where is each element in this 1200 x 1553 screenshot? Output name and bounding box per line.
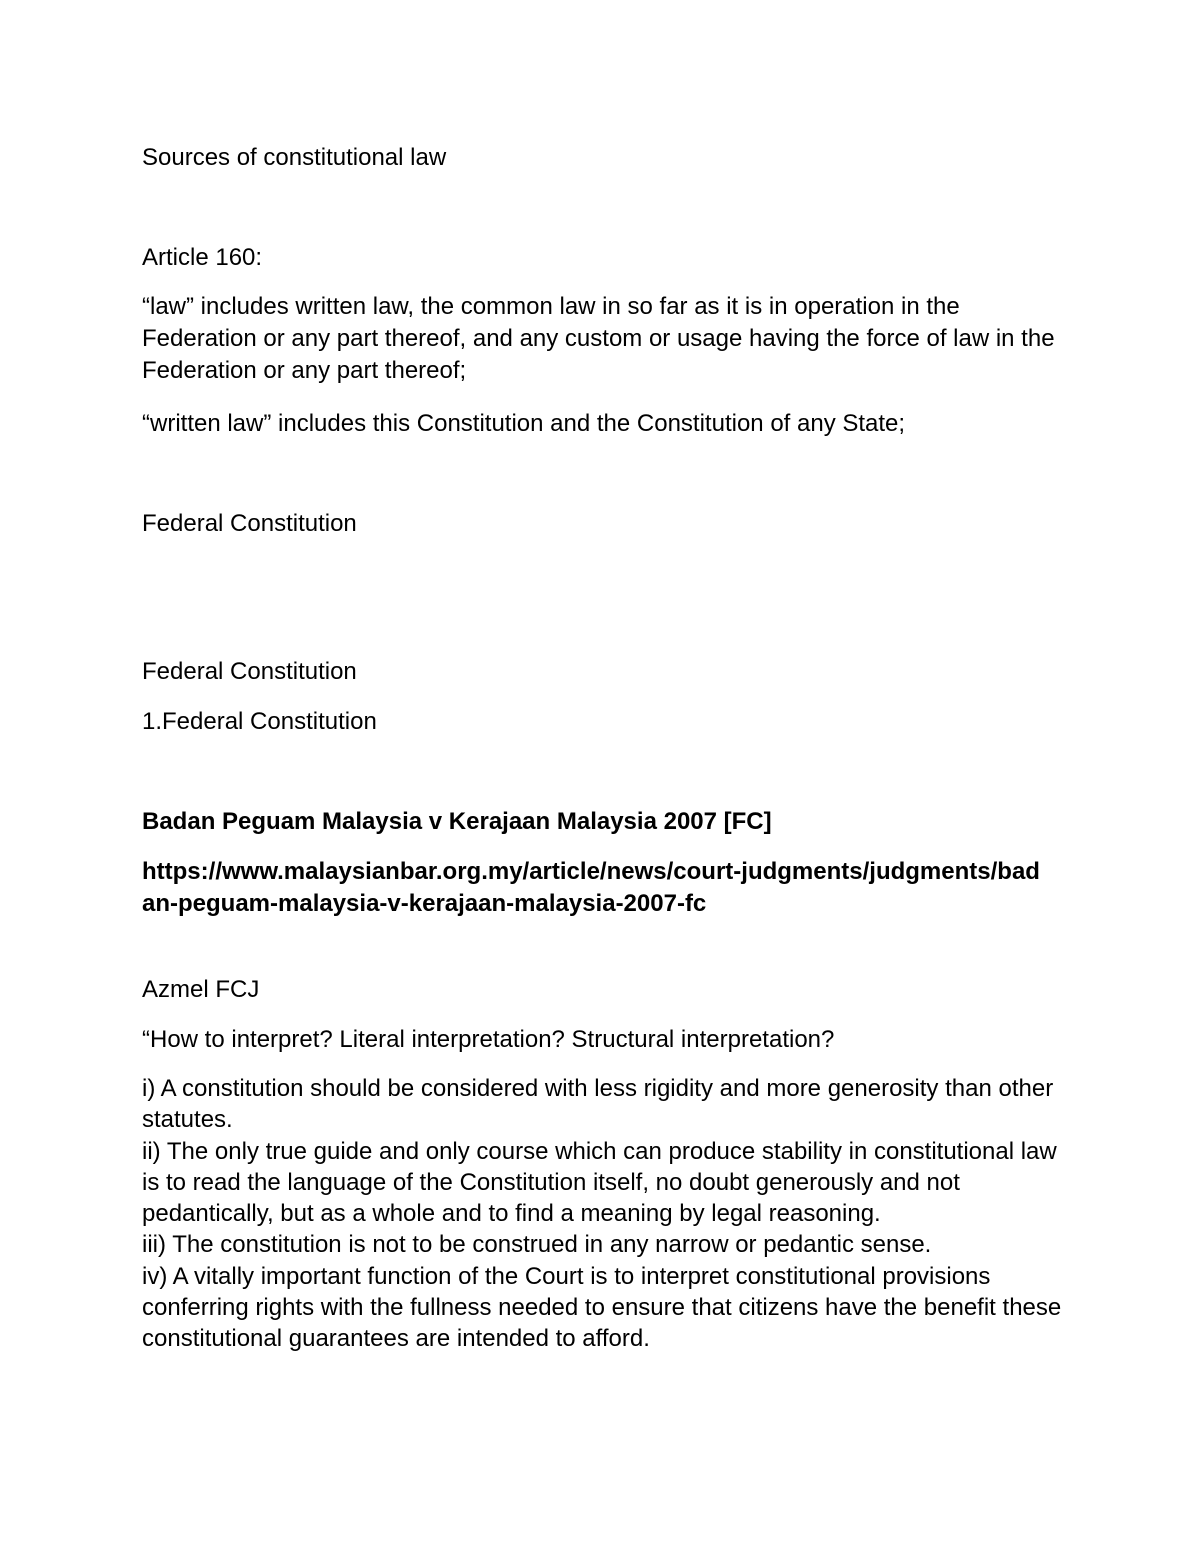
interpretation-question: “How to interpret? Literal interpretation? Structural interpretation? (142, 1026, 835, 1053)
law-definition: “law” includes written law, the common law in so far as it is in operation in the Federation or any part thereof, and any custom or usage having the force of law in the Federation or any part thereof; (142, 293, 1055, 384)
federal-constitution-text: Federal Constitution (142, 510, 357, 537)
list-item: iv) A vitally important function of the Court is to interpret constitutional provisions conferring rights with the fullness needed to ensure that citizens have the benefit these constitutional guarantees are intended to afford. (142, 1262, 1062, 1353)
list-item: ii) The only true guide and only course which can produce stability in constitutional law is to read the language of the Constitution itself, no doubt generously and not pedantically, but as a whole and to find a meaning by legal reasoning. (142, 1137, 1057, 1228)
list-item: i) A constitution should be considered with less rigidity and more generosity than other statutes. (142, 1075, 1054, 1134)
article-label: Article 160: (142, 244, 263, 271)
list-item: iii) The constitution is not to be construed in any narrow or pedantic sense. (142, 1231, 932, 1259)
case-url: https://www.malaysianbar.org.my/article/news/court-judgments/judgments/badan-peguam-malaysia-v-kerajaan-malaysia-2007-fc (142, 858, 1040, 917)
judge-name: Azmel FCJ (142, 976, 260, 1003)
page-heading: Sources of constitutional law (142, 144, 447, 171)
numbered-list-item: 1.Federal Constitution (142, 708, 377, 735)
federal-constitution-text: Federal Constitution (142, 658, 357, 685)
interpretation-points (142, 1073, 1072, 1355)
case-title: Badan Peguam Malaysia v Kerajaan Malaysia 2007 [FC] (142, 808, 772, 835)
written-law-definition: “written law” includes this Constitution and the Constitution of any State; (142, 410, 906, 437)
